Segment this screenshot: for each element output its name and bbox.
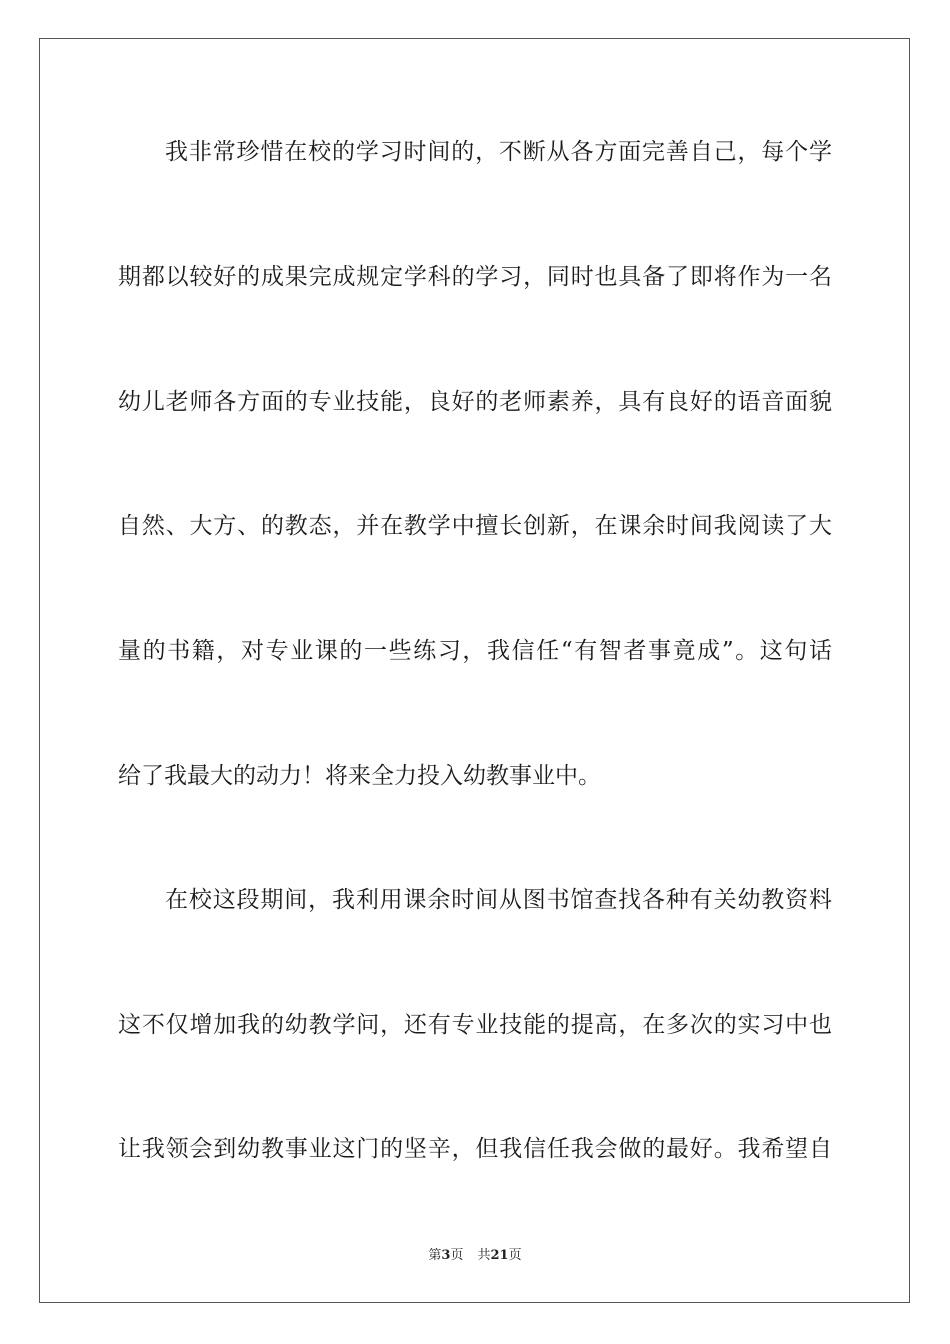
paragraph-line: 我非常珍惜在校的学习时间的，不断从各方面完善自己，每个学 <box>165 139 832 165</box>
total-suffix: 页 <box>508 1248 522 1263</box>
paragraph-line: 给了我最大的动力！将来全力投入幼教事业中。 <box>118 763 601 789</box>
page-border <box>39 38 910 1303</box>
paragraph-line: 在校这段期间，我利用课余时间从图书馆查找各种有关幼教资料 <box>165 887 832 913</box>
paragraph-line: 幼儿老师各方面的专业技能，良好的老师素养，具有良好的语音面貌 <box>118 389 832 415</box>
total-prefix: 共 <box>477 1248 491 1263</box>
page-footer <box>0 1248 950 1264</box>
paragraph-line: 量的书籍，对专业课的一些练习，我信任“有智者事竟成”。这句话 <box>118 638 832 664</box>
page-number: 3 <box>441 1248 451 1263</box>
page-prefix: 第 <box>428 1248 442 1263</box>
paragraph-line: 自然、大方、的教态，并在教学中擅长创新，在课余时间我阅读了大 <box>118 513 832 539</box>
paragraph-line: 这不仅增加我的幼教学问，还有专业技能的提高，在多次的实习中也 <box>118 1012 832 1038</box>
paragraph-line: 期都以较好的成果完成规定学科的学习，同时也具备了即将作为一名 <box>118 264 832 290</box>
paragraph-line: 让我领会到幼教事业这门的坚辛，但我信任我会做的最好。我希望自 <box>118 1136 832 1162</box>
page-suffix: 页 <box>450 1248 464 1263</box>
total-pages: 21 <box>490 1248 509 1263</box>
